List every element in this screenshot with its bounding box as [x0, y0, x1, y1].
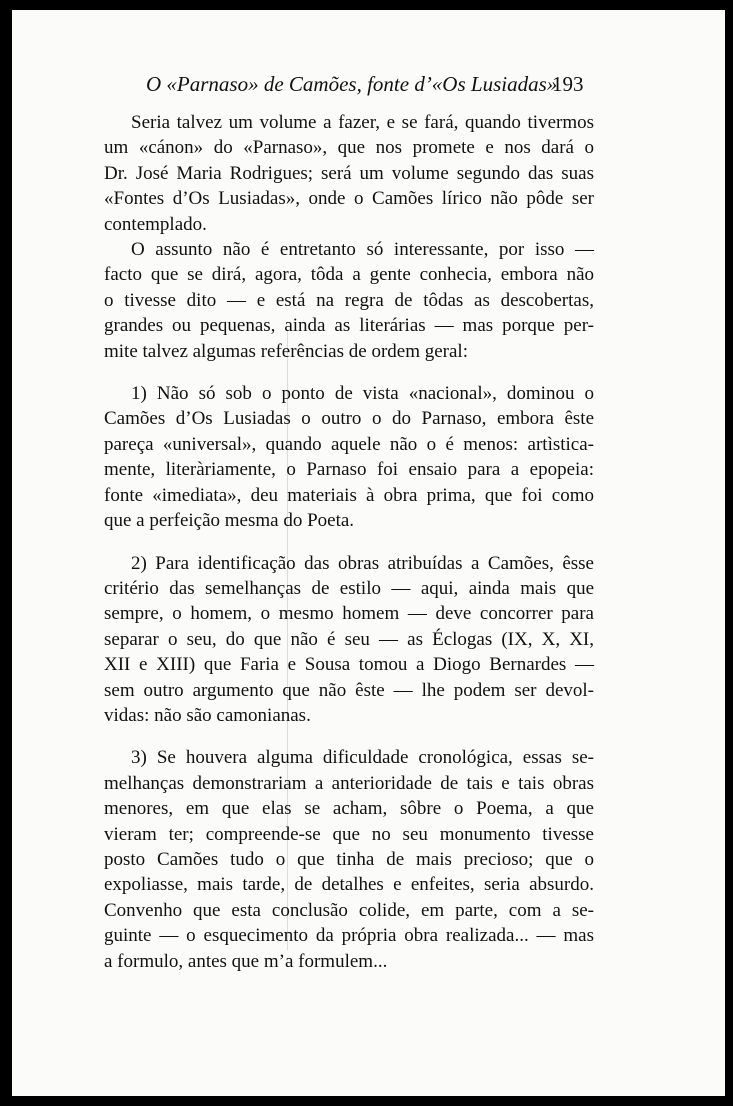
text-line: sem outro argumento que não êste — lhe podem ser devol- [104, 679, 594, 701]
text-line: separar o seu, do que não é seu — as Éclogas (IX, X, XI, [104, 628, 594, 650]
paragraph-2 [104, 237, 594, 364]
page-number: 193 [552, 72, 584, 96]
text-line: 1) Não só sob o ponto de vista «nacional», dominou o [131, 383, 594, 405]
text-line: vidas: não são camonianas. [104, 704, 311, 726]
text-line: expoliasse, mais tarde, de detalhes e enfeites, seria absurdo. [104, 874, 594, 896]
paragraph-4 [104, 551, 594, 729]
text-line: XII e XIII) que Faria e Sousa tomou a Diogo Bernardes — [104, 654, 594, 676]
text-line: a formulo, antes que m’a formulem... [104, 950, 388, 972]
text-line: 3) Se houvera alguma dificuldade cronológica, essas se- [131, 747, 594, 769]
text-line: menores, em que elas se acham, sôbre o Poema, a que [104, 798, 594, 820]
text-line: vieram ter; compreende-se que no seu monumento tivesse [104, 823, 594, 845]
paragraph-gap [104, 728, 594, 745]
text-line: mite talvez algumas referências de ordem geral: [104, 340, 468, 362]
text-line: melhanças demonstrariam a anterioridade de tais e tais obras [104, 772, 594, 794]
paragraph-gap [104, 364, 594, 381]
paragraph-gap [104, 534, 594, 551]
text-line: contemplado. [104, 213, 207, 235]
text-line: critério das semelhanças de estilo — aqui, ainda mais que [104, 577, 594, 599]
text-line: Dr. José Maria Rodrigues; será um volume segundo das suas [104, 162, 594, 184]
text-line: facto que se dirá, agora, tôda a gente conhecia, embora não [104, 264, 594, 286]
text-line: pareça «universal», quando aquele não o é menos: artìstica- [104, 433, 594, 455]
text-line: posto Camões tudo o que tinha de mais precioso; que o [104, 848, 594, 870]
paragraph-1 [104, 110, 594, 237]
text-line: que a perfeição mesma do Poeta. [104, 510, 355, 532]
paragraph-3 [104, 381, 594, 533]
page-header [12, 70, 725, 100]
text-line: grandes ou pequenas, ainda as literárias — mas porque per- [104, 315, 594, 337]
text-line: um «cánon» do «Parnaso», que nos promete e nos dará o [104, 137, 594, 159]
book-page [12, 10, 725, 1096]
text-line: 2) Para identificação das obras atribuídas a Camões, êsse [131, 552, 594, 574]
paragraph-5 [104, 745, 594, 974]
running-title: O «Parnaso» de Camões, fonte d’«Os Lusiadas» [146, 72, 558, 96]
text-line: Seria talvez um volume a fazer, e se fará, quando tivermos [131, 112, 594, 133]
text-line: «Fontes d’Os Lusiadas», onde o Camões lírico não pôde ser [104, 188, 594, 210]
text-line: fonte «imediata», deu materiais à obra prima, que foi como [104, 484, 594, 506]
text-line: Convenho que esta conclusão colide, em parte, com a se- [104, 899, 594, 921]
text-line: Camões d’Os Lusiadas o outro o do Parnaso, embora êste [104, 408, 594, 430]
text-line: guinte — o esquecimento da própria obra realizada... — mas [104, 925, 594, 947]
text-line: mente, literàriamente, o Parnaso foi ensaio para a epopeia: [104, 459, 594, 481]
text-line: O assunto não é entretanto só interessante, por isso — [131, 239, 594, 261]
text-line: sempre, o homem, o mesmo homem — deve concorrer para [104, 603, 594, 625]
page-body [104, 110, 594, 974]
text-line: o tivesse dito — e está na regra de tôdas as descobertas, [104, 289, 594, 311]
